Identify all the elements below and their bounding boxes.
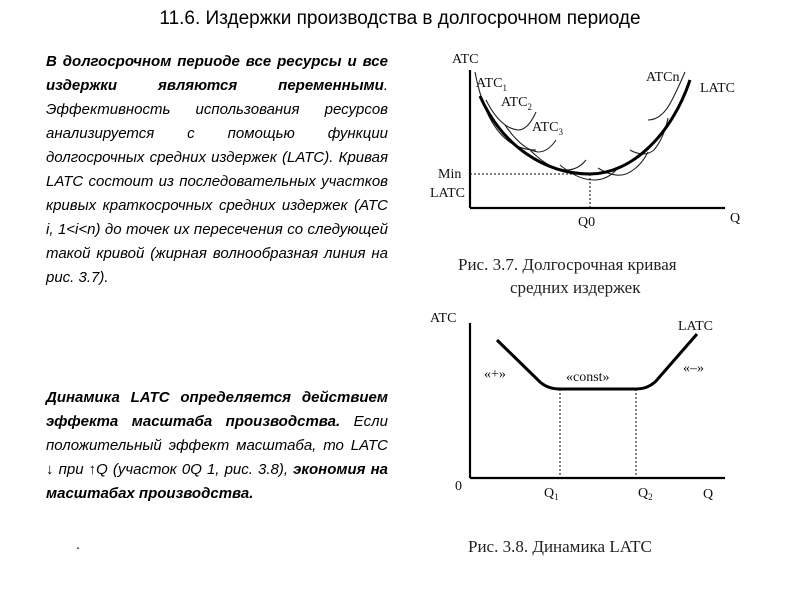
figure-latc-dynamics [430,311,725,556]
fig1-atc1-label: $ATC_1$ [476,76,507,93]
paragraph2-bold-lead: Динамика LATC определяется действием эффекта масштаба производства. [46,389,388,430]
fig1-atc3-label: $ATC_3$ [532,120,563,137]
fig2-q2-label: $Q_2$ [638,486,653,502]
fig1-atcn-label: ATCn [646,70,680,85]
fig1-caption-line2: средних издержек [510,278,641,297]
fig2-region-const: «const» [566,370,610,385]
fig2-region-minus: «–» [683,361,704,376]
fig2-caption: Рис. 3.8. Динамика LATC [468,537,652,556]
fig2-x-axis-label: Q [703,487,714,502]
fig1-atc2-label: $ATC_2$ [501,95,532,112]
fig1-latc-label: LATC [700,81,735,96]
fig1-min-label: Min [438,167,462,182]
fig2-origin-label: 0 [455,479,462,494]
fig2-latc-label: LATC [678,319,713,334]
paragraph2-bold-tail: экономия на масштабах производства. [46,461,388,502]
paragraph2-text: Если положительный эффект масштаба, то LATC ↓ при ↑Q (участок 0Q 1, рис. 3.8), [46,413,388,478]
fig1-x-axis-label: Q [730,211,741,226]
slide-title: 11.6. Издержки производства в долгосрочном периоде [159,8,641,29]
stray-dot: . [76,536,80,552]
fig2-q1-label: $Q_1$ [544,486,559,502]
paragraph1-bold-lead: В долгосрочном периоде все ресурсы и все издержки являются переменными [46,53,388,94]
fig2-region-plus: «+» [484,367,506,382]
fig1-y-axis-label: ATC [452,52,479,67]
paragraph1-text: . Эффективность использования ресурсов анализируется с помощью функции долгосрочных средних издержек (LATC). Кривая LATC состоит из последовательных участков кривых краткосрочных средних издержек (ATC i, 1<i<n) до точек их пересечения со следующей такой кривой (жирная волнообразная линия на рис. 3.7). [46,77,388,286]
fig1-q0-label: Q0 [578,215,596,230]
figure-long-run-atc [430,52,740,297]
fig2-y-axis-label: ATC [430,311,457,326]
fig1-caption-line1: Рис. 3.7. Долгосрочная кривая [458,255,677,274]
fig1-min-latc-label: LATC [430,186,465,201]
